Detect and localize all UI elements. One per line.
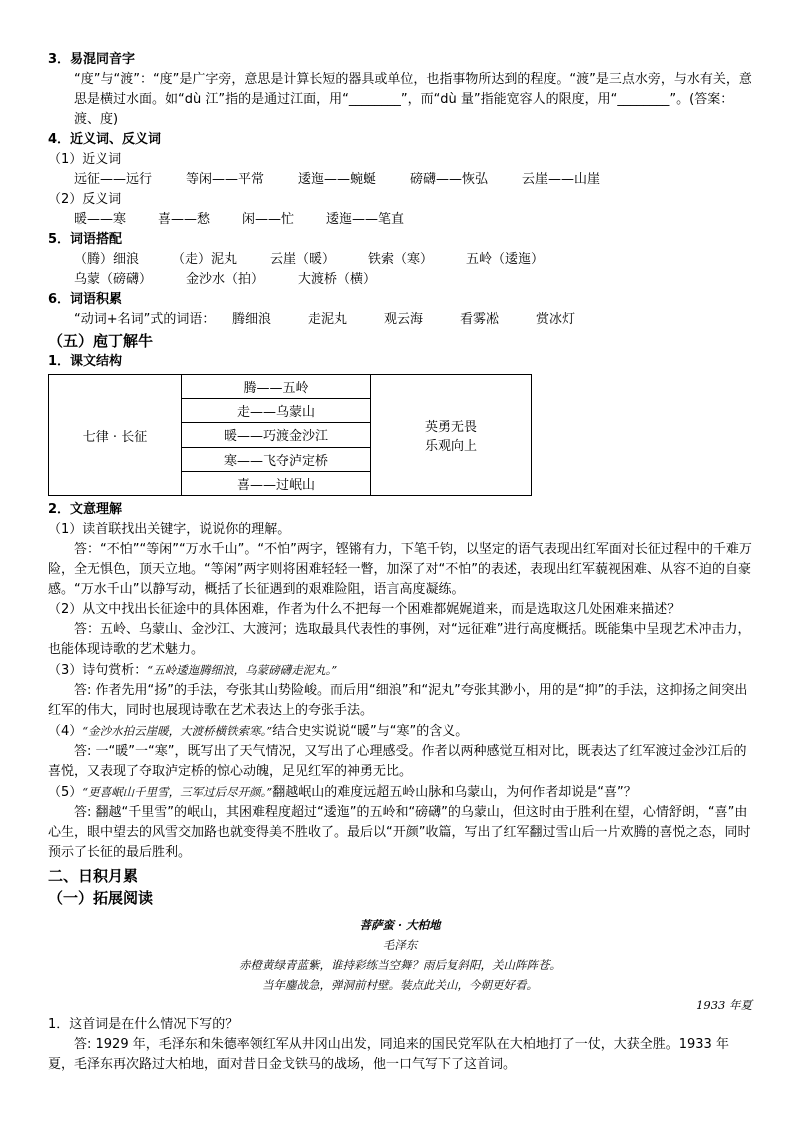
- structure-item: 寒——飞夺泸定桥: [182, 447, 371, 471]
- vocab-word: 观云海: [384, 312, 424, 327]
- word-pair: 等闲——平常: [186, 172, 265, 187]
- collocation: 云崖（暖）: [270, 252, 336, 267]
- collocation: 大渡桥（横）: [298, 272, 377, 287]
- question-label: （5）: [48, 785, 83, 800]
- question: 1．这首词是在什么情况下写的？: [48, 1017, 239, 1032]
- collocation-row: [48, 270, 752, 290]
- structure-summary: [371, 375, 532, 496]
- antonym-row: [48, 210, 752, 230]
- question-text: 结合史实说说“暖”与“寒”的含义。: [272, 724, 469, 739]
- document-page: [48, 50, 752, 1075]
- question: （1）读首联找出关键字，说说你的理解。: [48, 522, 291, 537]
- word-pair: 逶迤——蜿蜒: [298, 172, 377, 187]
- collocation: 金沙水（拍）: [186, 272, 265, 287]
- word-pair: 磅礴——恢弘: [410, 172, 489, 187]
- collocation: （腾）细浪: [74, 252, 140, 267]
- vocab-label: “动词+名词”式的词语：: [74, 312, 216, 327]
- extended-reading-heading: （一）拓展阅读: [48, 889, 154, 907]
- vocab-word: 走泥丸: [308, 312, 348, 327]
- answer: 答：五岭、乌蒙山、金沙江、大渡河；选取最具代表性的事例，对“远征难”进行高度概括。既能集中呈现艺术冲击力，也能体现诗歌的艺术魅力。: [48, 622, 751, 657]
- word-pair: 喜——愁: [158, 212, 211, 227]
- question-label: （3）诗句赏析：: [48, 663, 148, 678]
- part-2-heading: 二、日积月累: [48, 867, 139, 885]
- question: [48, 721, 752, 742]
- structure-heading: 1．课文结构: [48, 354, 123, 369]
- poem-author: 毛泽东: [382, 938, 418, 952]
- section-6-heading: 6．词语积累: [48, 292, 123, 307]
- summary-line: 乐观向上: [424, 439, 477, 454]
- poem-title: 菩萨蛮 · 大柏地: [359, 918, 441, 932]
- synonym-subheading: （1）近义词: [48, 152, 122, 167]
- poem-quote: “金沙水拍云崖暖，大渡桥横铁索寒。”: [82, 724, 273, 738]
- structure-item: 喜——过岷山: [182, 471, 371, 495]
- section-4-heading: 4．近义词、反义词: [48, 132, 162, 147]
- section-3-heading: 3．易混同音字: [48, 52, 136, 67]
- part-5-heading: （五）庖丁解牛: [48, 332, 154, 350]
- collocation: 铁索（寒）: [368, 252, 434, 267]
- structure-item: 暖——巧渡金沙江: [182, 423, 371, 447]
- question: [48, 782, 752, 803]
- structure-title: 七律 · 长征: [49, 375, 182, 496]
- collocation: 乌蒙（磅礴）: [74, 272, 153, 287]
- poem-quote: “五岭逶迤腾细浪，乌蒙磅礴走泥丸。”: [147, 663, 338, 677]
- synonym-row: [48, 170, 752, 190]
- answer: 答: 翻越“千里雪”的岷山，其困难程度超过“逶迤”的五岭和“磅礴”的乌蒙山，但这时由于胜利在望，心情舒朗，“喜”由心生，眼中望去的风雪交加路也就变得美不胜收了。最后以“开颜”收篇，写出了红军翻过雪山后一片欢腾的喜悦之态，同时预示了长征的最后胜利。: [48, 805, 751, 860]
- collocation: （走）泥丸: [172, 252, 238, 267]
- question-text: 翻越岷山的难度远超五岭山脉和乌蒙山，为何作者却说是“喜”？: [272, 785, 637, 800]
- question-label: （4）: [48, 724, 83, 739]
- answer: 答: 一“暖”一“寒”，既写出了天气情况，又写出了心理感受。作者以两种感觉互相对比，既表达了红军渡过金沙江后的喜悦，又表现了夺取泸定桥的惊心动魄，足见红军的神勇无比。: [48, 744, 747, 779]
- question: [48, 660, 752, 681]
- word-pair: 云崖——山崖: [522, 172, 601, 187]
- word-pair: 闲——忙: [242, 212, 295, 227]
- answer: 答: 1929 年，毛泽东和朱德率领红军从井冈山出发，同追来的国民党军队在大柏地打了一仗，大获全胜。1933 年夏，毛泽东再次路过大柏地，面对昔日金戈铁马的战场，他一口气写下了这首词。: [48, 1037, 729, 1072]
- poem-quote: “更喜岷山千里雪，三军过后尽开颜。”: [82, 785, 273, 799]
- word-pair: 暖——寒: [74, 212, 127, 227]
- vocab-word: 腾细浪: [232, 312, 272, 327]
- structure-item: 腾——五岭: [182, 375, 371, 399]
- vocab-word: 赏冰灯: [536, 312, 576, 327]
- question: （2）从文中找出长征途中的具体困难，作者为什么不把每一个困难都娓娓道来，而是选取这几处困难来描述？: [48, 602, 681, 617]
- section-3-text: “度”与“渡”：“度”是广字旁，意思是计算长短的器具或单位，也指事物所达到的程度。“渡”是三点水旁，与水有关，意思是横过水面。如“dù 江”指的是通过江面，用“________”，而“dù 量”指能宽容人的限度，用“________”。(答案：渡、度): [74, 72, 752, 127]
- poem-line: 当年鏖战急，弹洞前村壁。装点此关山，今朝更好看。: [262, 978, 538, 992]
- vocab-row: [48, 310, 752, 330]
- understanding-heading: 2．文意理解: [48, 502, 123, 517]
- collocation-row: [48, 250, 752, 270]
- section-5-heading: 5．词语搭配: [48, 232, 123, 247]
- answer: 答：“不怕”“等闲”“万水千山”。“不怕”两字，铿锵有力，下笔千钧，以坚定的语气表现出红军面对长征过程中的千难万险，全无惧色，顶天立地。“等闲”两字则将困难轻轻一瞥，加深了对“不怕”的表述，表现出红军藐视困难、从容不迫的自豪感。“万水千山”以静写动，概括了长征遇到的艰难险阻，语言高度凝练。: [48, 542, 752, 597]
- answer: 答: 作者先用“扬”的手法，夸张其山势险峻。而后用“细浪”和“泥丸”夸张其渺小，用的是“抑”的手法，这抑扬之间突出红军的伟大，同时也展现诗歌在艺术表达上的夸张手法。: [48, 683, 748, 718]
- collocation: 五岭（逶迤）: [466, 252, 545, 267]
- word-pair: 逶迤——笔直: [326, 212, 405, 227]
- word-pair: 远征——远行: [74, 172, 153, 187]
- structure-table: [48, 374, 532, 496]
- structure-item: 走——乌蒙山: [182, 399, 371, 423]
- antonym-subheading: （2）反义词: [48, 192, 122, 207]
- summary-line: 英勇无畏: [424, 420, 477, 435]
- poem-line: 赤橙黄绿青蓝紫，谁持彩练当空舞？雨后复斜阳，关山阵阵苍。: [239, 958, 561, 972]
- poem-date: 1933 年夏: [696, 998, 752, 1012]
- vocab-word: 看雾凇: [460, 312, 500, 327]
